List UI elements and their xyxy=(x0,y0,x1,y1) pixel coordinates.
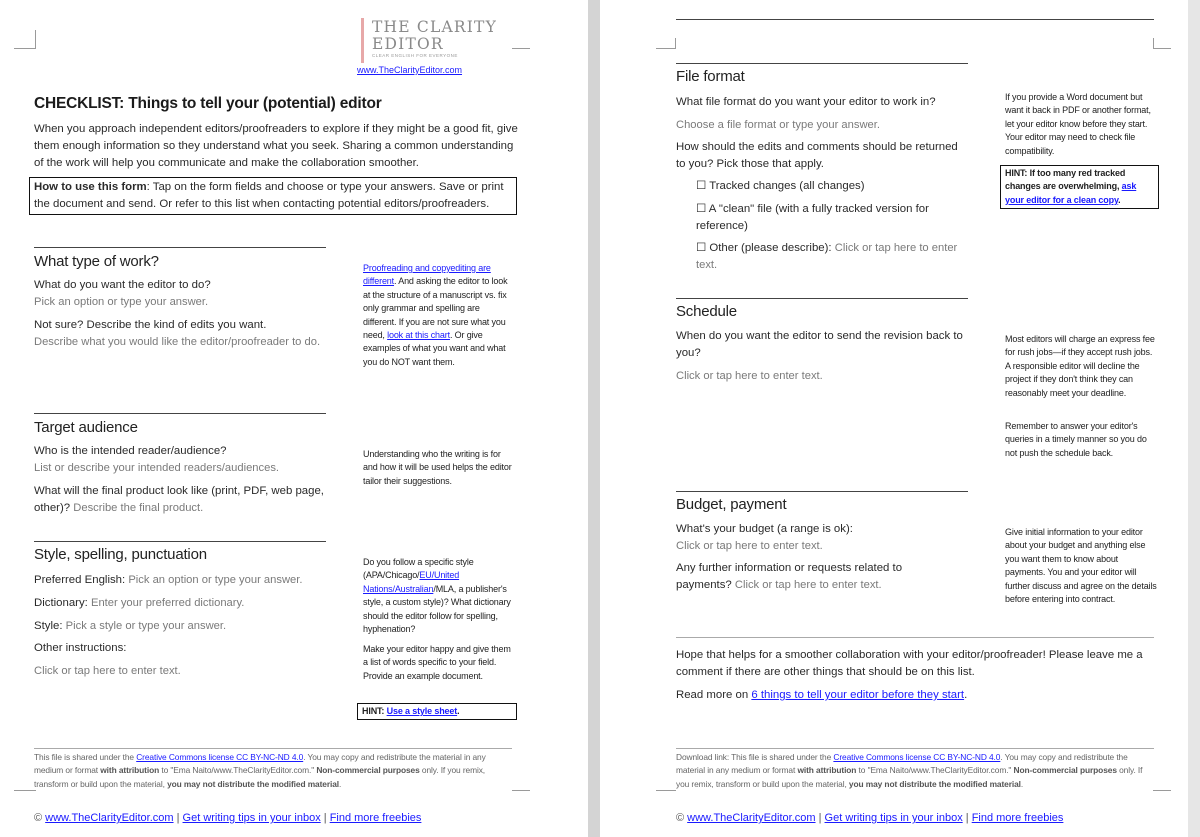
question-file-format: What file format do you want your editor to work in? xyxy=(676,96,936,108)
question-audience: Who is the intended reader/audience? xyxy=(34,445,227,457)
section-title-file: File format xyxy=(676,68,745,85)
field-final-product[interactable]: Describe the final product. xyxy=(73,502,204,514)
sidenote-style: Do you follow a specific style (APA/Chicago/EU/United Nations/Australian/MLA, a publisher's style, a custom style)? What dictionary should the editor follow for spelling, hyphenation? xyxy=(363,557,511,635)
checkbox-icon[interactable]: ☐ xyxy=(696,242,707,254)
footer-license: This file is shared under the Creative Commons license CC BY-NC-ND 4.0. You may copy and redistribute the material in any medium or format with attribution to "Ema Naito/www.TheClarityEditor.com." Non-commercial purposes only. If you remix, transform or build upon the material, you may not distribute the modified material. xyxy=(34,752,486,789)
section-title-schedule: Schedule xyxy=(676,303,737,320)
question-english: Preferred English: Pick an option or type your answer. xyxy=(34,574,303,586)
header-divider xyxy=(676,19,1154,20)
footer-license: Download link: This file is shared under the Creative Commons license CC BY-NC-ND 4.0. You may copy and redistribute the material in any medium or format with attribution to "Ema Naito/www.TheClarityEditor.com." Non-commercial purposes only. If you remix, transform or build upon the material, you may not distribute the modified material. xyxy=(676,752,1143,789)
howto-box xyxy=(29,177,517,215)
sidenote-schedule-2: Remember to answer your editor's queries in a timely manner so you do not push the schedule back. xyxy=(1005,421,1147,458)
section-divider xyxy=(676,298,968,299)
option-tracked[interactable]: ☐ Tracked changes (all changes) xyxy=(696,180,865,192)
field-payments[interactable]: Click or tap here to enter text. xyxy=(734,579,882,591)
footer-link-site[interactable]: www.TheClarityEditor.com xyxy=(687,812,816,824)
link-6-things[interactable]: 6 things to tell your editor before they start xyxy=(751,689,965,701)
footer-link-site[interactable]: www.TheClarityEditor.com xyxy=(45,812,174,824)
link-clean-copy[interactable]: ask your editor for a clean copy xyxy=(1005,181,1137,205)
field-edit-type[interactable]: Pick an option or type your answer. xyxy=(34,296,209,308)
link-eu-un-australian[interactable]: EU/United Nations/Australian xyxy=(363,570,460,594)
howto-text: : Tap on the form fields and choose or type your answers. Save or print the document and send. Or refer to this list when contacting potential editors/proofreaders. xyxy=(34,181,504,210)
link-proofreading-vs-copyediting[interactable]: Proofreading and copyediting are different xyxy=(363,263,491,287)
sidenote-style-words: Make your editor happy and give them a list of words specific to your field. Provide an example document. xyxy=(363,644,511,681)
question-return: How should the edits and comments should be returned to you? Pick those that apply. xyxy=(676,141,958,170)
field-other[interactable]: Click or tap here to enter text. xyxy=(34,665,181,677)
footer-link-freebies[interactable]: Find more freebies xyxy=(329,812,422,824)
field-dictionary[interactable]: Enter your preferred dictionary. xyxy=(90,597,245,609)
footer-divider xyxy=(34,748,512,749)
link-cc-license[interactable]: Creative Commons license CC BY-NC-ND 4.0 xyxy=(833,752,1001,762)
question-style: Style: Pick a style or type your answer. xyxy=(34,620,227,632)
footer-link-freebies[interactable]: Find more freebies xyxy=(971,812,1064,824)
page-gutter xyxy=(588,0,600,837)
crop-mark xyxy=(656,48,676,49)
checkbox-icon[interactable]: ☐ xyxy=(696,180,707,192)
question-final-product: What will the final product look like (print, PDF, web page, other)? Describe the final product. xyxy=(34,485,324,514)
crop-mark xyxy=(512,48,530,49)
crop-mark xyxy=(35,30,36,49)
logo-accent-bar xyxy=(361,18,364,63)
section-divider xyxy=(676,63,968,64)
field-english[interactable]: Pick an option or type your answer. xyxy=(128,574,303,586)
crop-mark xyxy=(512,790,530,791)
howto-label: How to use this form xyxy=(34,181,147,193)
hint-clean-copy: HINT: If too many red tracked changes are overwhelming, ask your editor for a clean copy. xyxy=(1000,165,1159,209)
sidenote-audience: Understanding who the writing is for and how it will be used helps the editor tailor their suggestions. xyxy=(363,449,512,486)
section-divider xyxy=(676,491,968,492)
crop-mark xyxy=(1153,48,1171,49)
link-style-sheet[interactable]: Use a style sheet xyxy=(386,706,458,716)
field-style[interactable]: Pick a style or type your answer. xyxy=(65,620,227,632)
page-left xyxy=(0,0,588,837)
closing-divider xyxy=(676,637,1154,638)
closing-readmore: Read more on 6 things to tell your editor before they start. xyxy=(676,689,968,701)
question-payments: Any further information or requests related to payments? Click or tap here to enter text. xyxy=(676,562,903,591)
footer-link-tips[interactable]: Get writing tips in your inbox xyxy=(182,812,321,824)
page-right xyxy=(600,0,1188,837)
question-dictionary: Dictionary: Enter your preferred dictionary. xyxy=(34,597,245,609)
logo-url-link[interactable]: www.TheClarityEditor.com xyxy=(357,65,463,75)
footer-link-tips[interactable]: Get writing tips in your inbox xyxy=(824,812,963,824)
question-schedule: When do you want the editor to send the revision back to you? xyxy=(676,330,963,359)
field-other-format[interactable]: Click or tap here to enter text. xyxy=(696,242,958,271)
sidenote-work: Proofreading and copyediting are different. And asking the editor to look at the structure of a manuscript vs. fix only grammar and spelling are different. If you are not sure what you need, look at this chart. Or give examples of what you want and what you do NOT want them. xyxy=(363,263,508,367)
field-audience[interactable]: List or describe your intended readers/audiences. xyxy=(34,462,280,474)
footer-divider xyxy=(676,748,1154,749)
option-clean[interactable]: ☐ A "clean" file (with a fully tracked version for reference) xyxy=(696,203,929,232)
footer-links: © www.TheClarityEditor.com | Get writing tips in your inbox | Find more freebies xyxy=(34,812,422,824)
section-divider xyxy=(34,541,326,542)
section-title-budget: Budget, payment xyxy=(676,496,787,513)
checkbox-icon[interactable]: ☐ xyxy=(696,203,707,215)
question-other: Other instructions: xyxy=(34,642,127,654)
link-chart[interactable]: look at this chart xyxy=(387,330,450,341)
sidenote-budget: Give initial information to your editor about your budget and anything else you want them to know about payments. You and your editor will further discuss and agree on the details before entering into contract. xyxy=(1005,527,1157,605)
sidenote-schedule: Most editors will charge an express fee for rush jobs—if they accept rush jobs. A responsible editor will decline the project if they don't think they can reasonably meet your deadline. xyxy=(1005,334,1155,398)
question-edit-type: What do you want the editor to do? xyxy=(34,279,211,291)
closing-text: Hope that helps for a smoother collaboration with your editor/proofreader! Please leave me a comment if there are other things that should be on this list. xyxy=(676,649,1143,678)
crop-mark xyxy=(14,790,36,791)
section-divider xyxy=(34,413,326,414)
question-describe-edits: Not sure? Describe the kind of edits you want. xyxy=(34,319,267,331)
field-schedule[interactable]: Click or tap here to enter text. xyxy=(676,370,823,382)
crop-mark xyxy=(14,48,36,49)
logo-line1: THE CLARITY xyxy=(372,18,498,36)
page-title: CHECKLIST: Things to tell your (potential) editor xyxy=(34,95,382,112)
section-title-work: What type of work? xyxy=(34,253,159,270)
crop-mark xyxy=(675,38,676,49)
link-cc-license[interactable]: Creative Commons license CC BY-NC-ND 4.0 xyxy=(136,752,304,762)
logo-tagline: CLEAR ENGLISH FOR EVERYONE xyxy=(372,53,458,58)
field-budget[interactable]: Click or tap here to enter text. xyxy=(676,540,823,552)
hint-style-sheet: HINT: Use a style sheet. xyxy=(357,703,517,720)
intro-text: When you approach independent editors/proofreaders to explore if they might be a good fit, give them enough information so they understand what you seek. Sharing a common understanding of the work will help you communicate and make the collaboration smoother. xyxy=(34,123,518,169)
footer-links: © www.TheClarityEditor.com | Get writing tips in your inbox | Find more freebies xyxy=(676,812,1064,824)
option-other[interactable]: ☐ Other (please describe): Click or tap here to enter text. xyxy=(696,242,958,271)
section-title-audience: Target audience xyxy=(34,419,138,436)
logo-line2: EDITOR xyxy=(372,35,444,53)
field-describe-edits[interactable]: Describe what you would like the editor/proofreader to do. xyxy=(34,336,321,348)
question-budget: What's your budget (a range is ok): xyxy=(676,523,853,535)
section-title-style: Style, spelling, punctuation xyxy=(34,546,207,563)
sidenote-file: If you provide a Word document but want it back in PDF or another format, let your editor know before they start. Your editor may need to check file compatibility. xyxy=(1005,92,1151,156)
crop-mark xyxy=(656,790,676,791)
field-file-format[interactable]: Choose a file format or type your answer. xyxy=(676,119,880,131)
section-divider xyxy=(34,247,326,248)
